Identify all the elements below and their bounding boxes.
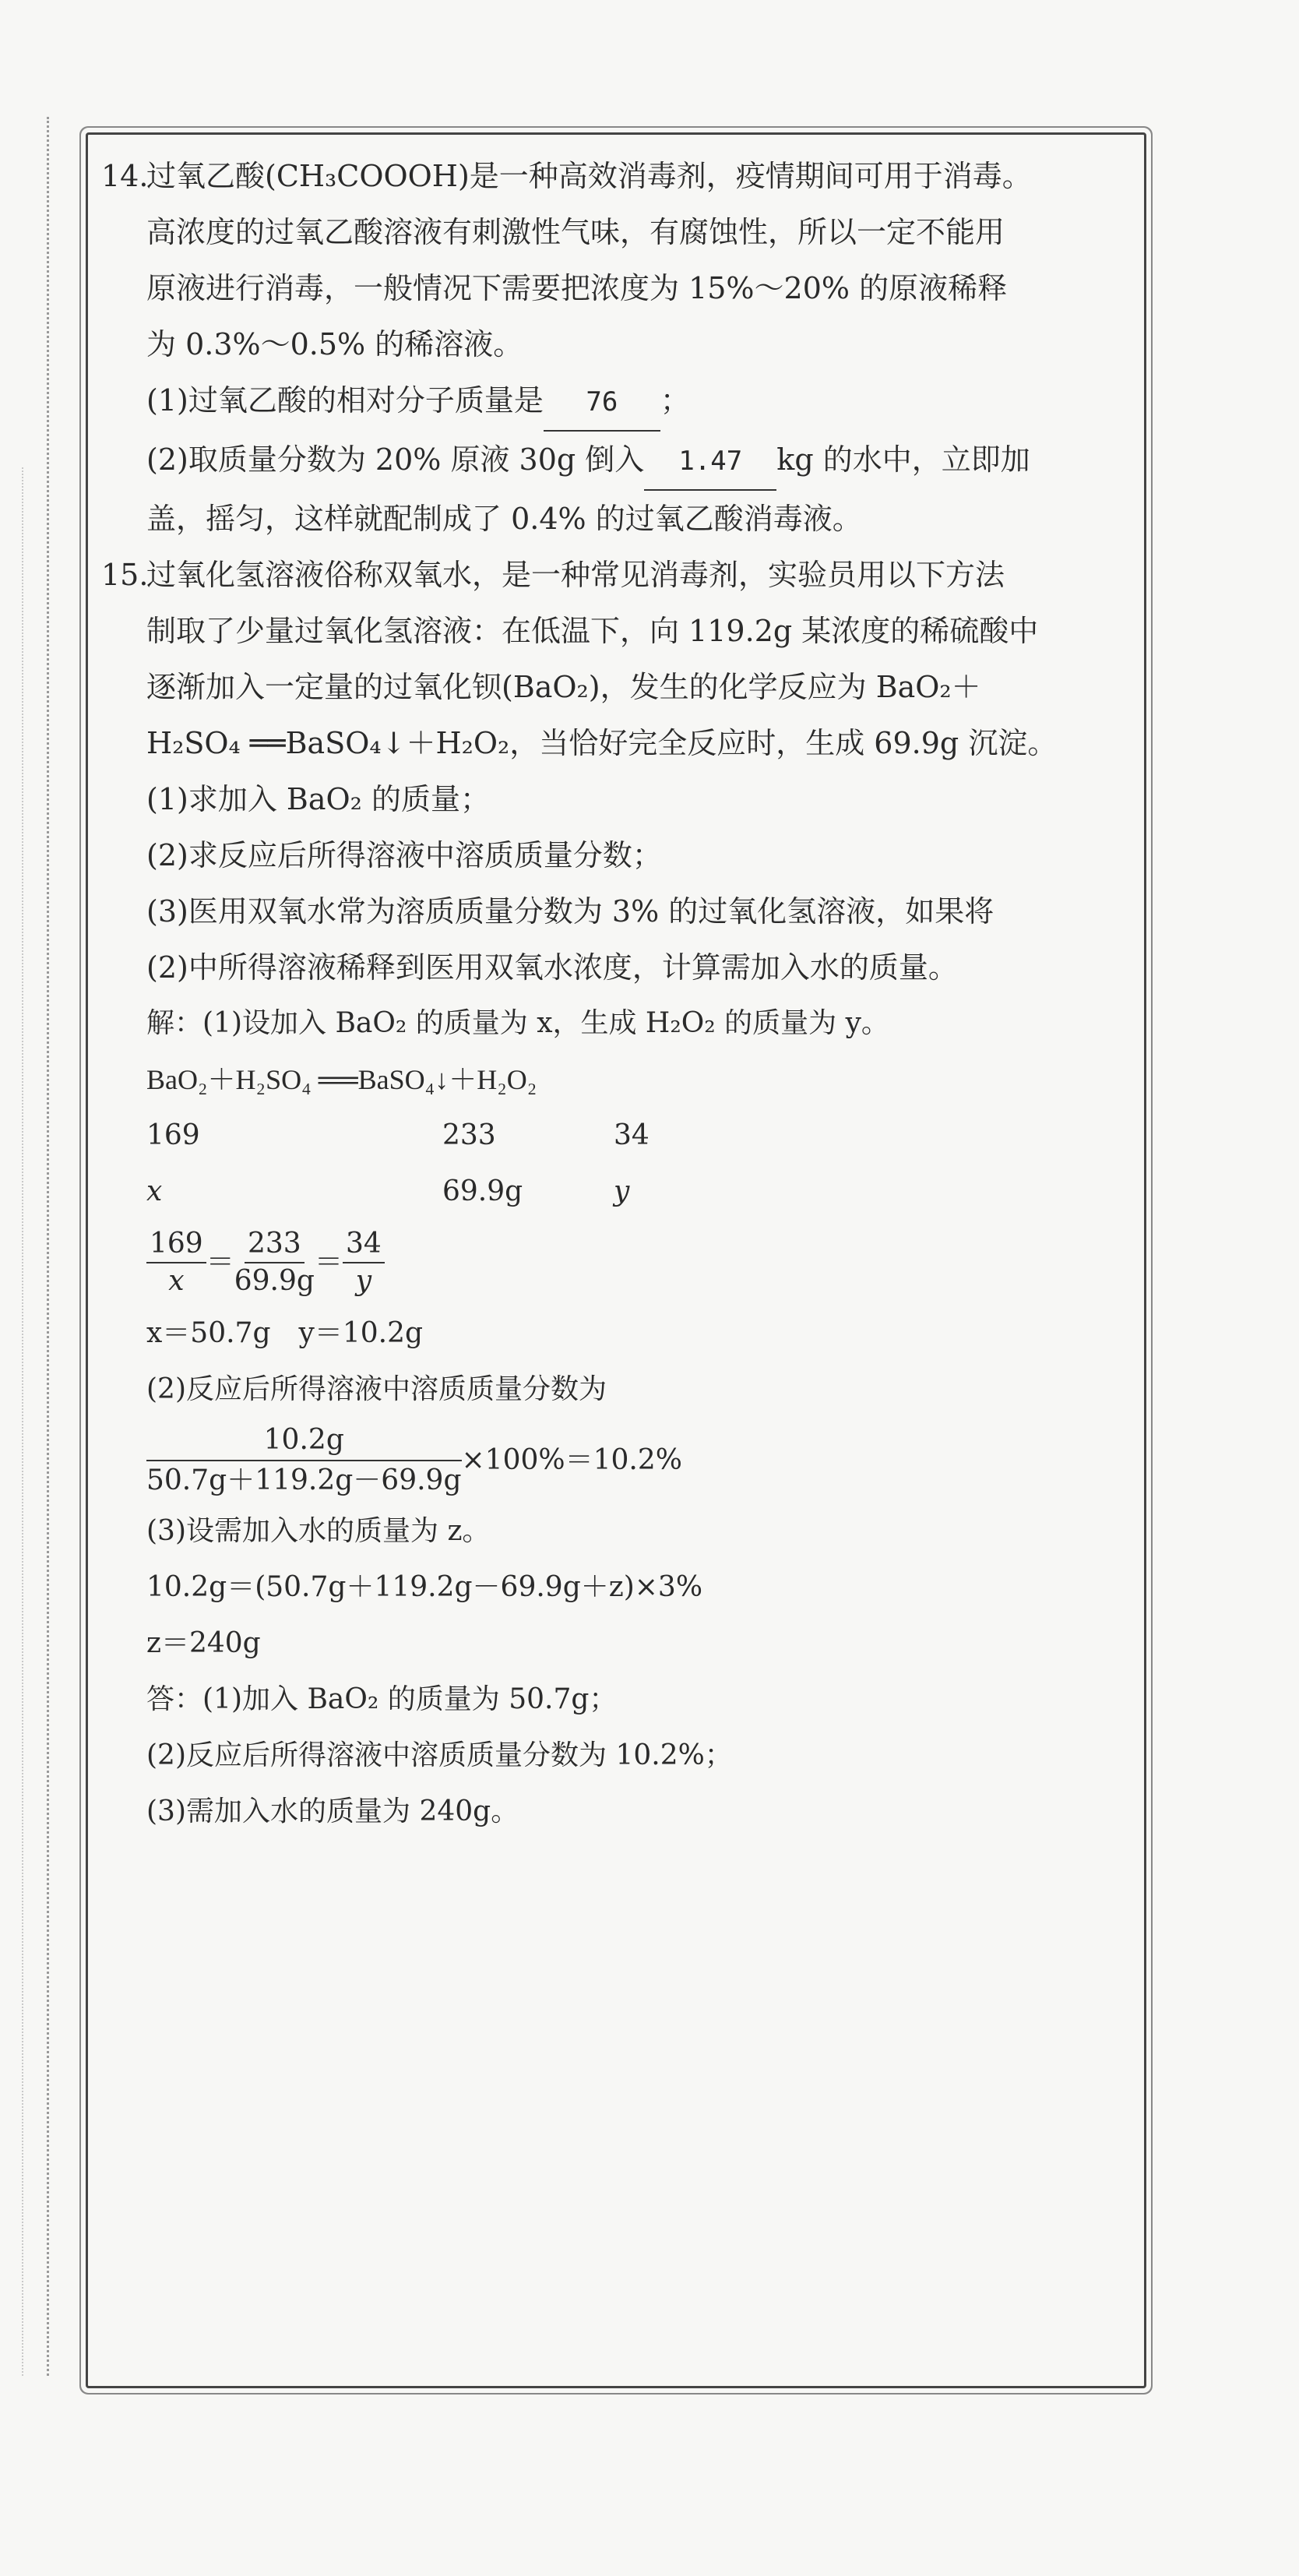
question-text: 逐渐加入一定量的过氧化钡(BaO₂)，发生的化学反应为 BaO₂＋ — [146, 670, 981, 704]
part-2-title: (2)反应后所得溶液中溶质质量分数为 — [146, 1373, 607, 1405]
mass-value: 233 — [442, 1119, 496, 1151]
question-text: 为 0.3%～0.5% 的稀溶液。 — [146, 327, 523, 361]
ratio-equation — [146, 1220, 1129, 1306]
part-1-prompt: (1)过氧乙酸的相对分子质量是 — [146, 383, 544, 418]
answer-line: (3)需加入水的质量为 240g。 — [146, 1795, 519, 1827]
unknown-row — [146, 1164, 1129, 1220]
mass-value: 169 — [146, 1119, 200, 1151]
fraction-numerator: 10.2g — [146, 1421, 462, 1461]
question-number: 14. — [101, 159, 149, 193]
question-text: 制取了少量过氧化氢溶液：在低温下，向 119.2g 某浓度的稀硫酸中 — [146, 614, 1039, 648]
part-3-title: (3)设需加入水的质量为 z。 — [146, 1515, 491, 1547]
question-text: (3)医用双氧水常为溶质质量分数为 3% 的过氧化氢溶液，如果将 — [146, 894, 994, 929]
worksheet-content — [101, 148, 1129, 1840]
question-number: 15. — [101, 558, 149, 592]
fraction-denominator: y — [355, 1265, 372, 1297]
ratio-fraction — [234, 1226, 315, 1299]
mass-value: 34 — [614, 1119, 650, 1151]
equals-sign: ＝ — [206, 1246, 234, 1278]
question-14-part-1 — [101, 372, 1129, 432]
question-text: 盖，摇匀，这样就配制成了 0.4% 的过氧乙酸消毒液。 — [146, 502, 862, 536]
equals-sign: ＝ — [314, 1246, 343, 1278]
unknown-value: x — [146, 1175, 163, 1207]
question-text: 过氧乙酸(CH₃COOOH)是一种高效消毒剂，疫情期间可用于消毒。 — [146, 159, 1032, 193]
unknown-value: 69.9g — [442, 1175, 523, 1207]
binding-dotted-line-outer — [22, 467, 23, 2376]
fraction-denominator: x — [168, 1265, 185, 1297]
answer-line: (2)反应后所得溶液中溶质质量分数为 10.2%； — [146, 1739, 733, 1771]
fraction-numerator: 34 — [343, 1226, 385, 1263]
question-text: H₂SO₄ ══BaSO₄↓＋H₂O₂，当恰好完全反应时，生成 69.9g 沉淀。 — [146, 726, 1058, 760]
question-14 — [101, 148, 1129, 547]
question-text: (2)求反应后所得溶液中溶质质量分数； — [146, 838, 662, 872]
answer-blank-1[interactable]: 76 — [544, 374, 660, 432]
concentration-fraction — [146, 1421, 462, 1500]
part-2-suffix: kg 的水中，立即加 — [776, 442, 1030, 477]
question-15 — [101, 547, 1129, 996]
fraction-denominator: 50.7g＋119.2g－69.9g — [146, 1464, 462, 1496]
question-text: 原液进行消毒，一般情况下需要把浓度为 15%～20% 的原液稀释 — [146, 271, 1008, 305]
fraction-numerator: 169 — [146, 1226, 206, 1263]
molar-mass-row — [146, 1108, 1129, 1164]
part-1-suffix: ； — [660, 383, 690, 418]
question-14-part-2 — [101, 432, 1129, 491]
ratio-fraction — [343, 1226, 385, 1299]
question-text: 高浓度的过氧乙酸溶液有刺激性气味，有腐蚀性，所以一定不能用 — [146, 215, 1005, 249]
solution-intro: 解：(1)设加入 BaO₂ 的质量为 x，生成 H₂O₂ 的质量为 y。 — [146, 1007, 889, 1039]
question-text: (1)求加入 BaO₂ 的质量； — [146, 782, 490, 816]
part-3-equation: 10.2g＝(50.7g＋119.2g－69.9g＋z)×3% — [146, 1571, 703, 1603]
result-1: x＝50.7g y＝10.2g — [146, 1317, 424, 1349]
part-2-expression — [146, 1418, 1129, 1503]
ratio-fraction — [146, 1226, 206, 1299]
binding-dotted-line — [47, 117, 49, 2376]
part-3-result: z＝240g — [146, 1627, 261, 1659]
answer-blank-2[interactable]: 1.47 — [644, 433, 776, 491]
question-text: 过氧化氢溶液俗称双氧水，是一种常见消毒剂，实验员用以下方法 — [146, 558, 1005, 592]
part-2-prompt: (2)取质量分数为 20% 原液 30g 倒入 — [146, 442, 645, 477]
fraction-denominator: 69.9g — [234, 1265, 315, 1297]
unknown-value: y — [614, 1175, 630, 1207]
expression-tail: ×100%＝10.2% — [461, 1444, 682, 1476]
fraction-numerator: 233 — [245, 1226, 305, 1263]
question-text: (2)中所得溶液稀释到医用双氧水浓度，计算需加入水的质量。 — [146, 950, 958, 985]
answer-line: 答：(1)加入 BaO₂ 的质量为 50.7g； — [146, 1683, 618, 1715]
solution — [101, 996, 1129, 1840]
chemical-equation: BaO₂＋H₂SO₄ ══BaSO₄↓＋H₂O₂ — [146, 1064, 537, 1095]
